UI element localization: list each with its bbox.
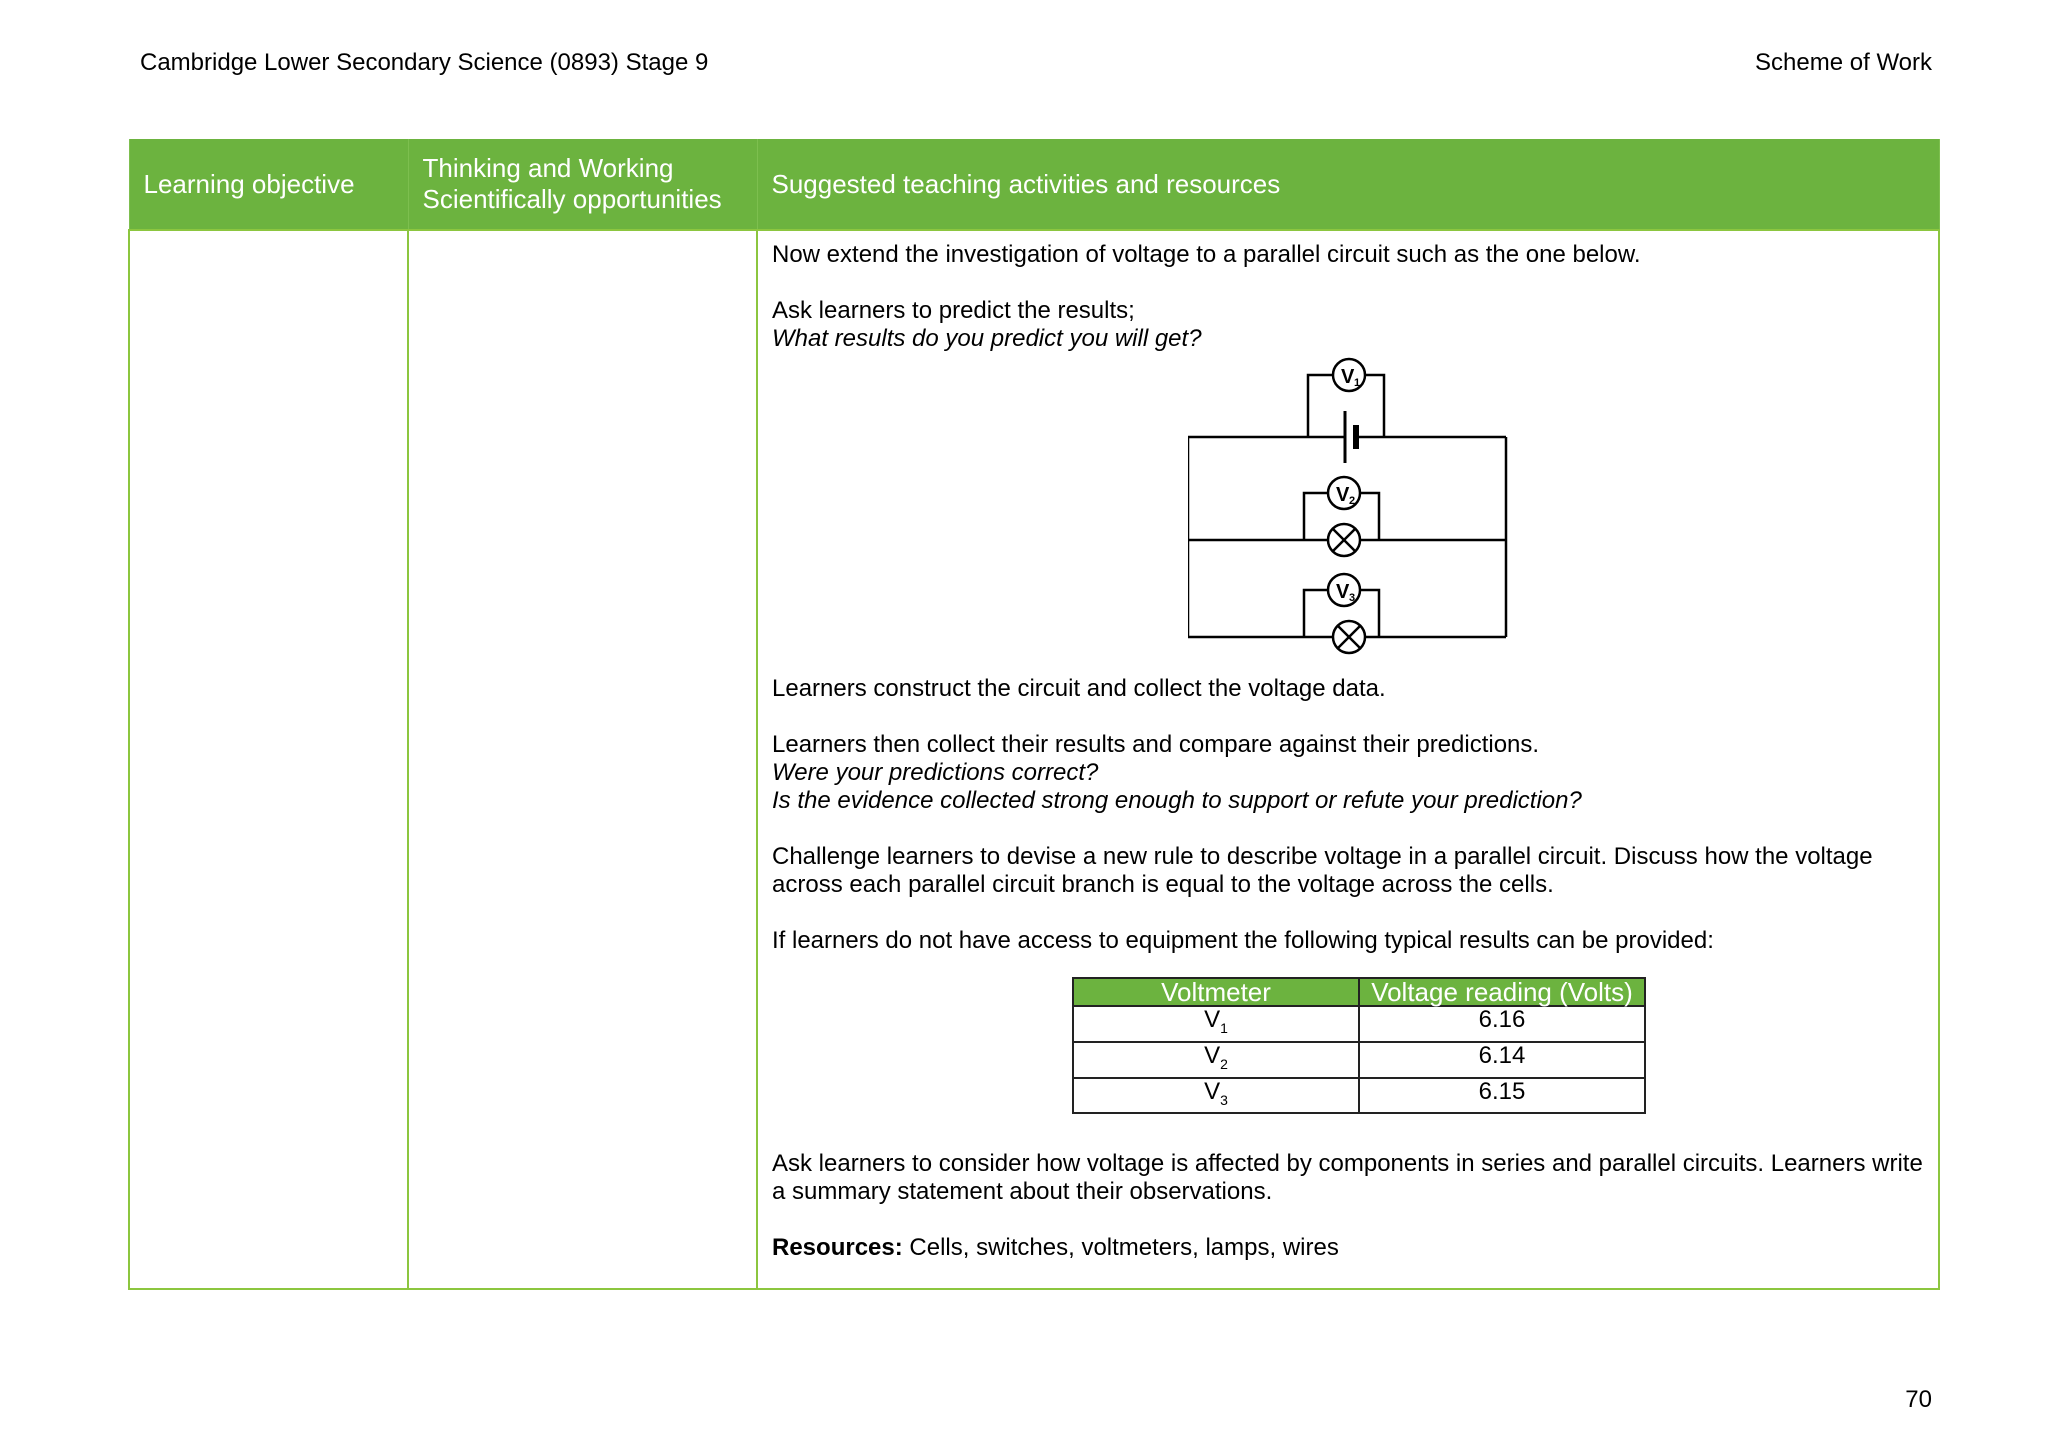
activities-cell	[757, 230, 1939, 1289]
table-header-row	[129, 139, 1939, 230]
resources-label: Resources:	[772, 1234, 903, 1262]
resources-line	[772, 1234, 1924, 1262]
voltmeter-v3-label: V	[1336, 581, 1350, 603]
parallel-circuit-diagram	[772, 353, 1924, 675]
voltmeter-v3-subscript: 3	[1349, 592, 1356, 604]
voltmeter-v2-icon	[1328, 477, 1360, 509]
meter-symbol: V	[1204, 1006, 1221, 1033]
twso-cell	[408, 230, 757, 1289]
voltmeter-v2-label: V	[1336, 484, 1350, 506]
column-header-twso: Thinking and Working Scientifically opportunities	[408, 139, 757, 230]
column-header-activities: Suggested teaching activities and resources	[757, 139, 1939, 230]
reflection-question-evidence: Is the evidence collected strong enough to support or refute your prediction?	[772, 787, 1582, 814]
activity-paragraph-summary: Ask learners to consider how voltage is affected by components in series and parallel circuits. Learners write a summary statement about their observations.	[772, 1150, 1923, 1206]
prediction-question: What results do you predict you will get?	[772, 325, 1202, 352]
results-header-row	[1073, 978, 1645, 1006]
results-reading-cell: 6.14	[1359, 1042, 1645, 1078]
page-number: 70	[1905, 1386, 1932, 1413]
lamp-icon	[1333, 621, 1365, 653]
document-header-section: Scheme of Work	[1755, 49, 1932, 76]
results-meter-cell	[1073, 1042, 1359, 1078]
meter-subscript: 3	[1220, 1091, 1228, 1108]
activity-paragraph-compare: Learners then collect their results and compare against their predictions.	[772, 731, 1540, 758]
resources-text: Cells, switches, voltmeters, lamps, wires	[902, 1234, 1339, 1262]
table-row	[1073, 1042, 1645, 1078]
table-row	[129, 230, 1939, 1289]
results-meter-cell	[1073, 1078, 1359, 1114]
meter-symbol: V	[1204, 1077, 1221, 1105]
activity-paragraph-predict: Ask learners to predict the results;	[772, 297, 1135, 324]
results-header-reading: Voltage reading (Volts)	[1359, 978, 1645, 1006]
meter-subscript: 1	[1220, 1019, 1228, 1036]
reflection-question-correct: Were your predictions correct?	[772, 759, 1099, 786]
voltmeter-v3-icon	[1328, 574, 1360, 606]
circuit-svg	[1188, 355, 1518, 675]
column-header-learning-objective: Learning objective	[129, 139, 408, 230]
results-meter-cell	[1073, 1006, 1359, 1042]
document-header-title: Cambridge Lower Secondary Science (0893) Stage 9	[140, 49, 709, 76]
meter-symbol: V	[1204, 1041, 1221, 1069]
voltmeter-v1-subscript: 1	[1354, 377, 1361, 389]
voltmeter-v1-label: V	[1341, 366, 1355, 388]
table-row	[1073, 1078, 1645, 1114]
results-reading-cell: 6.15	[1359, 1078, 1645, 1114]
typical-results-table	[1072, 977, 1646, 1114]
activity-paragraph-construct: Learners construct the circuit and collect the voltage data.	[772, 675, 1386, 702]
results-header-voltmeter: Voltmeter	[1073, 978, 1359, 1006]
activity-paragraph-extend: Now extend the investigation of voltage to a parallel circuit such as the one below.	[772, 241, 1641, 268]
scheme-of-work-table	[128, 139, 1940, 1290]
meter-subscript: 2	[1220, 1055, 1228, 1072]
table-row	[1073, 1006, 1645, 1042]
lamp-icon	[1328, 524, 1360, 556]
voltmeter-v2-subscript: 2	[1349, 495, 1356, 507]
activity-paragraph-typical-results: If learners do not have access to equipment the following typical results can be provided:	[772, 927, 1714, 954]
activity-paragraph-challenge: Challenge learners to devise a new rule to describe voltage in a parallel circuit. Discuss how the voltage across each parallel circuit branch is equal to the voltage across the cells.	[772, 843, 1873, 898]
cell-icon	[1345, 411, 1356, 463]
voltmeter-v1-icon	[1333, 359, 1365, 391]
results-reading-cell: 6.16	[1359, 1006, 1645, 1042]
learning-objective-cell	[129, 230, 408, 1289]
